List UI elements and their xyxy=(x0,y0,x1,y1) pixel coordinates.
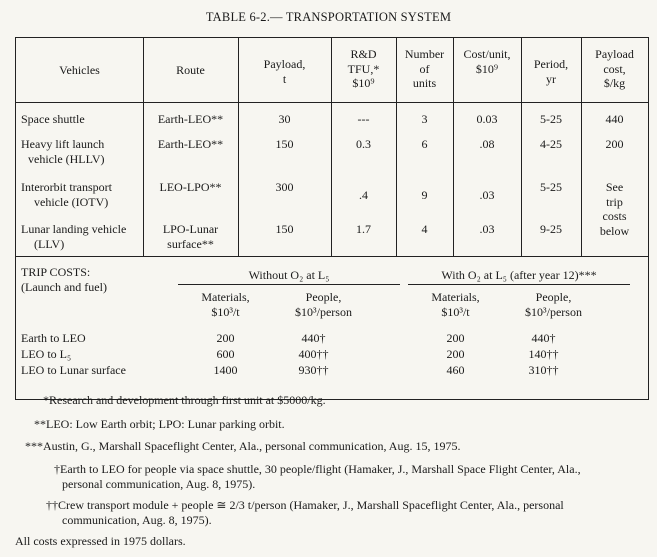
vehicle-period: 5-25 xyxy=(540,180,562,194)
vehicle-payload: 300 xyxy=(275,180,294,194)
transportation-table xyxy=(15,37,649,400)
table-title: TABLE 6-2.— TRANSPORTATION SYSTEM xyxy=(205,10,452,24)
vehicle-route: Earth-LEO** xyxy=(157,137,224,151)
header-rd-tfu: R&D TFU,* $10⁹ xyxy=(347,47,380,90)
vehicle-payload-cost: 440 xyxy=(605,112,624,126)
footnote-1975-dollars: All costs expressed in 1975 dollars. xyxy=(15,534,186,548)
trip-people: 400†† xyxy=(298,347,329,361)
trip-route: LEO to L₅ xyxy=(21,347,72,361)
header-payload-cost: Payload cost, $/kg xyxy=(595,47,634,90)
trip-materials: 200 xyxy=(446,331,465,345)
vehicle-rd: --- xyxy=(357,112,370,126)
people-header: People, $10³/person xyxy=(295,290,352,319)
trip-materials: 1400 xyxy=(213,363,238,377)
vehicle-rd: 1.7 xyxy=(356,222,371,236)
trip-people: 310†† xyxy=(528,363,559,377)
trip-materials: 200 xyxy=(216,331,235,345)
trip-people: 930†† xyxy=(298,363,329,377)
vehicle-route: LEO-LPO** xyxy=(159,180,222,194)
materials-header: Materials, $10³/t xyxy=(201,290,250,319)
without-o2-header: Without O₂ at L₅ xyxy=(248,268,330,282)
vehicle-units: 9 xyxy=(421,188,428,202)
vehicle-units: 3 xyxy=(421,112,428,126)
trip-route: LEO to Lunar surface xyxy=(21,363,126,377)
header-vehicles: Vehicles xyxy=(59,63,100,77)
vehicle-period: 4-25 xyxy=(540,137,562,151)
vehicle-name: Space shuttle xyxy=(21,112,85,126)
vehicle-period: 5-25 xyxy=(540,112,562,126)
vehicle-name: Lunar landing vehicle (LLV) xyxy=(21,222,127,251)
trip-route: Earth to LEO xyxy=(21,331,86,345)
vehicle-units: 4 xyxy=(421,222,428,236)
with-rule xyxy=(408,284,630,285)
vehicle-period: 9-25 xyxy=(540,222,562,236)
trip-materials: 600 xyxy=(216,347,235,361)
trip-materials: 200 xyxy=(446,347,465,361)
vehicle-rd: 0.3 xyxy=(356,137,371,151)
vehicle-units: 6 xyxy=(421,137,428,151)
header-period: Period, yr xyxy=(533,57,569,86)
vehicle-payload: 150 xyxy=(275,222,294,236)
vehicle-payload-cost: 200 xyxy=(605,137,624,151)
header-divider xyxy=(16,102,648,103)
vehicle-name: Heavy lift launch vehicle (HLLV) xyxy=(21,137,105,166)
header-route: Route xyxy=(176,63,205,77)
footnote-dagger: †Earth to LEO for people via space shuttle, 30 people/flight (Hamaker, J., Marshall Space Flight Center, Ala., personal communication, Aug. 8, 1975). xyxy=(54,462,581,491)
vehicle-cost: 0.03 xyxy=(476,112,498,126)
header-payload: Payload, t xyxy=(263,57,306,86)
footnote-research: *Research and development through first unit at $5000/kg. xyxy=(43,393,326,407)
section-divider xyxy=(16,256,648,257)
trip-people: 440† xyxy=(531,331,556,345)
trip-costs-label: TRIP COSTS: (Launch and fuel) xyxy=(21,265,107,294)
with-o2-header: With O₂ at L₅ (after year 12)*** xyxy=(441,268,597,282)
people-header: People, $10³/person xyxy=(525,290,582,319)
footnote-austin: ***Austin, G., Marshall Spaceflight Center, Ala., personal communication, Aug. 15, 1975. xyxy=(25,439,461,453)
footnote-leo-lpo: **LEO: Low Earth orbit; LPO: Lunar parking orbit. xyxy=(34,417,285,431)
vehicle-payload-cost: See trip costs below xyxy=(599,180,630,238)
vehicle-payload: 150 xyxy=(275,137,294,151)
vehicle-cost: .03 xyxy=(479,188,495,202)
header-number-of-units: Number of units xyxy=(404,47,445,90)
vehicle-cost: .03 xyxy=(479,222,495,236)
vehicle-route: LPO-Lunar surface** xyxy=(162,222,219,251)
trip-people: 140†† xyxy=(528,347,559,361)
vehicle-route: Earth-LEO** xyxy=(157,112,224,126)
footnote-double-dagger: ††Crew transport module + people ≅ 2/3 t/person (Hamaker, J., Marshall Spaceflight Center, Ala., personal communication, Aug. 8, 1975). xyxy=(46,498,564,527)
vehicle-payload: 30 xyxy=(278,112,291,126)
vehicle-cost: .08 xyxy=(479,137,495,151)
without-rule xyxy=(178,284,400,285)
trip-people: 440† xyxy=(301,331,326,345)
trip-materials: 460 xyxy=(446,363,465,377)
materials-header: Materials, $10³/t xyxy=(431,290,480,319)
header-cost-per-unit: Cost/unit, $10⁹ xyxy=(463,47,511,76)
vehicle-name: Interorbit transport vehicle (IOTV) xyxy=(21,180,112,209)
vehicle-rd: .4 xyxy=(359,188,368,202)
